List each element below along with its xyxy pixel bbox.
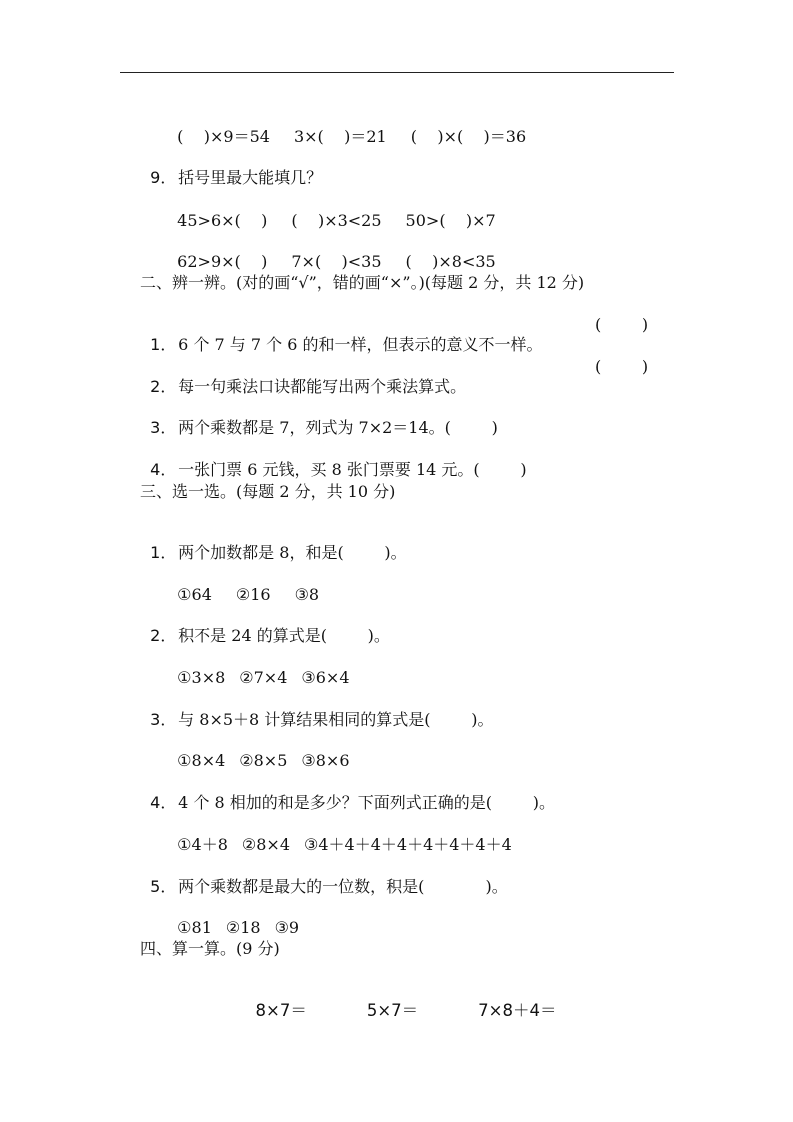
equation: 3×( )＝21 xyxy=(293,127,387,146)
equation: ( )×9＝54 xyxy=(177,127,270,146)
calculation-row xyxy=(245,981,557,1020)
option[interactable]: ②8×4 xyxy=(241,835,290,854)
continued-equation-row xyxy=(167,107,527,146)
true-false-item xyxy=(140,357,467,396)
item-number: 2． xyxy=(150,377,177,396)
choice-options xyxy=(167,565,320,604)
item-number: 2． xyxy=(150,626,177,645)
option[interactable]: ③8×6 xyxy=(301,751,350,770)
question-text: 与 8×5＋8 计算结果相同的算式是( )。 xyxy=(178,710,494,729)
section-2-heading: 二、辨一辨。(对的画“√”，错的画“×”。)(每题 2 分，共 12 分) xyxy=(140,273,585,292)
true-false-item xyxy=(140,315,543,354)
section-3-heading: 三、选一选。(每题 2 分，共 10 分) xyxy=(140,482,396,501)
inequality: 50>( )×7 xyxy=(405,211,496,230)
inequality: ( )×3<25 xyxy=(291,211,382,230)
option[interactable]: ③6×4 xyxy=(301,668,350,687)
option[interactable]: ①8×4 xyxy=(177,751,226,770)
choice-options xyxy=(167,815,512,854)
choice-options xyxy=(167,648,350,687)
question-text: 积不是 24 的算式是( )。 xyxy=(178,626,390,645)
option[interactable]: ②18 xyxy=(225,918,261,937)
choice-question xyxy=(140,606,390,645)
option[interactable]: ③9 xyxy=(274,918,300,937)
section-4-heading: 四、算一算。(9 分) xyxy=(140,939,280,958)
inequality: 7×( )<35 xyxy=(291,252,382,271)
item-number: 1． xyxy=(150,335,177,354)
option[interactable]: ③8 xyxy=(294,585,320,604)
choice-question xyxy=(140,523,407,562)
inequality: 45>6×( ) xyxy=(177,211,268,230)
header-rule xyxy=(120,72,674,73)
item-number: 4． xyxy=(150,460,177,479)
option[interactable]: ①3×8 xyxy=(177,668,226,687)
inequality: 62>9×( ) xyxy=(177,252,268,271)
question-text: 括号里最大能填几？ xyxy=(178,168,323,187)
option[interactable]: ③4＋4＋4＋4＋4＋4＋4＋4 xyxy=(304,835,512,854)
choice-question xyxy=(140,773,555,812)
option[interactable]: ②7×4 xyxy=(239,668,288,687)
equation: ( )×( )＝36 xyxy=(410,127,527,146)
q9-row-2 xyxy=(167,232,496,271)
question-text: 4 个 8 相加的和是多少？下面列式正确的是( )。 xyxy=(178,793,555,812)
choice-options xyxy=(167,731,350,770)
choice-question xyxy=(140,857,508,896)
option[interactable]: ②8×5 xyxy=(239,751,288,770)
item-number: 4． xyxy=(150,793,177,812)
item-number: 3． xyxy=(150,418,177,437)
choice-question xyxy=(140,690,494,729)
option[interactable]: ①4＋8 xyxy=(177,835,228,854)
item-text: 两个乘数都是 7，列式为 7×2＝14。( ) xyxy=(178,418,498,437)
item-number: 1． xyxy=(150,543,177,562)
option[interactable]: ②16 xyxy=(235,585,271,604)
calculation: 5×7＝ xyxy=(366,1001,419,1020)
option[interactable]: ①64 xyxy=(177,585,212,604)
q9-row-1 xyxy=(167,191,496,230)
item-number: 3． xyxy=(150,710,177,729)
answer-blank[interactable]: ( ) xyxy=(595,357,649,376)
option[interactable]: ①81 xyxy=(177,918,212,937)
question-text: 两个乘数都是最大的一位数，积是( )。 xyxy=(178,877,508,896)
item-text: 一张门票 6 元钱，买 8 张门票要 14 元。( ) xyxy=(178,460,527,479)
question-number: 9． xyxy=(150,168,177,187)
answer-blank[interactable]: ( ) xyxy=(595,315,649,334)
calculation: 8×7＝ xyxy=(255,1001,307,1020)
calculation: 7×8＋4＝ xyxy=(478,1001,557,1020)
true-false-item xyxy=(140,398,498,437)
question-text: 两个加数都是 8，和是( )。 xyxy=(178,543,407,562)
question-9 xyxy=(140,148,323,187)
choice-options xyxy=(167,898,300,937)
inequality: ( )×8<35 xyxy=(405,252,496,271)
true-false-item xyxy=(140,440,527,479)
item-text: 6 个 7 与 7 个 6 的和一样，但表示的意义不一样。 xyxy=(178,335,543,354)
item-number: 5． xyxy=(150,877,177,896)
item-text: 每一句乘法口诀都能写出两个乘法算式。 xyxy=(178,377,467,396)
